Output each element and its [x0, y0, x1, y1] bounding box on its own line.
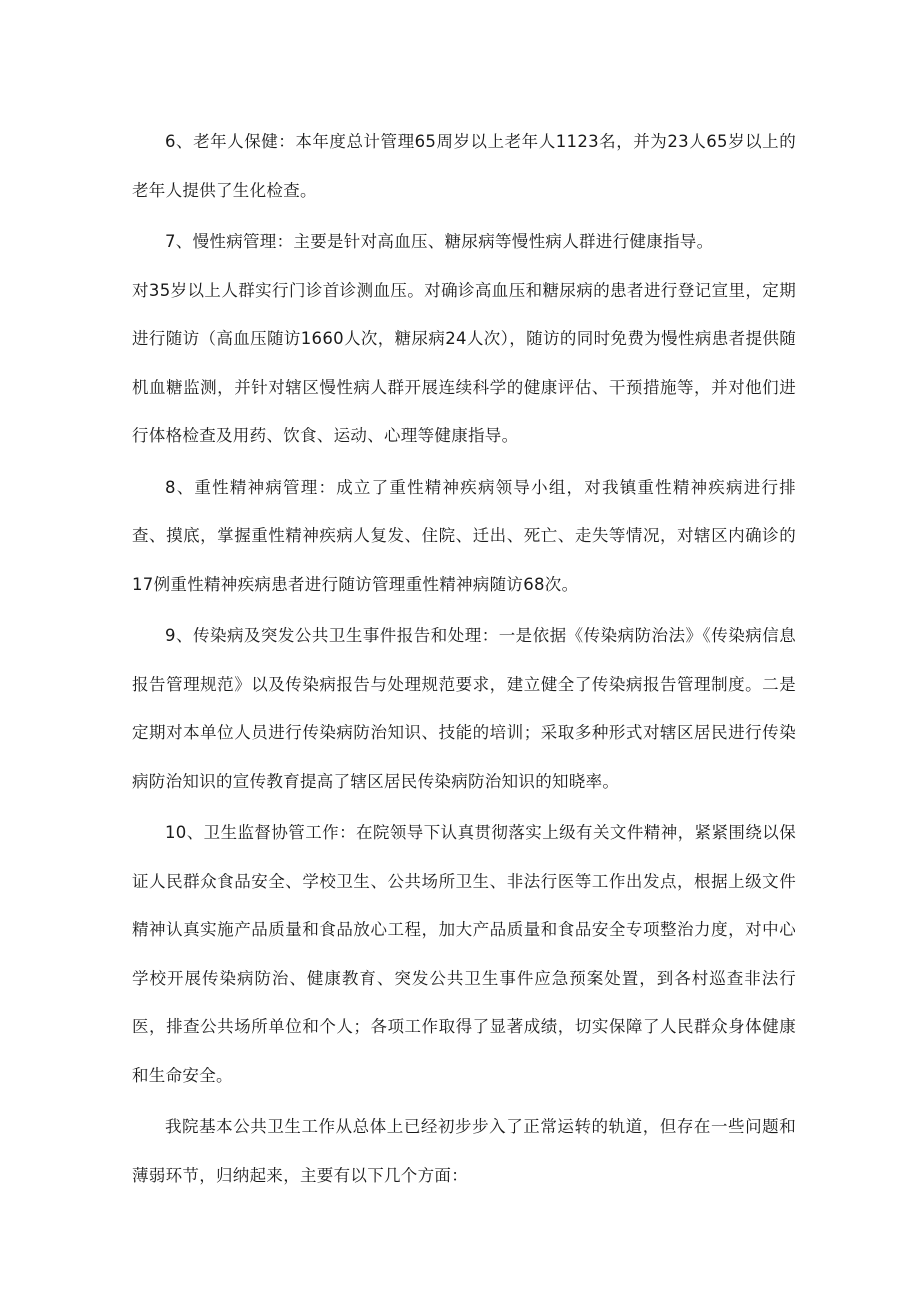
paragraph-mental-illness: 8、重性精神病管理：成立了重性精神疾病领导小组，对我镇重性精神疾病进行排查、摸底，掌握重性精神疾病人复发、住院、迁出、死亡、走失等情况，对辖区内确诊的17例重性精神疾病患者进行随访管理重性精神病随访68次。 [132, 477, 796, 594]
paragraph-elderly-care: 6、老年人保健：本年度总计管理65周岁以上老年人1123名，并为23人65岁以上的老年人提供了生化检查。 [132, 132, 796, 200]
document-body [132, 118, 796, 1200]
paragraph-summary: 我院基本公共卫生工作从总体上已经初步步入了正常运转的轨道，但存在一些问题和薄弱环节，归纳起来，主要有以下几个方面： [132, 1117, 796, 1185]
paragraph-infectious-disease: 9、传染病及突发公共卫生事件报告和处理：一是依据《传染病防治法》《传染病信息报告管理规范》以及传染病报告与处理规范要求，建立健全了传染病报告管理制度。二是定期对本单位人员进行传染病防治知识、技能的培训；采取多种形式对辖区居民进行传染病防治知识的宣传教育提高了辖区居民传染病防治知识的知晓率。 [132, 626, 796, 791]
paragraph-chronic-disease: 7、慢性病管理：主要是针对高血压、糖尿病等慢性病人群进行健康指导。 [165, 232, 714, 251]
paragraph-health-supervision: 10、卫生监督协管工作：在院领导下认真贯彻落实上级有关文件精神，紧紧围绕以保证人民群众食品安全、学校卫生、公共场所卫生、非法行医等工作出发点，根据上级文件精神认真实施产品质量和食品放心工程，加大产品质量和食品安全专项整治力度，对中心学校开展传染病防治、健康教育、突发公共卫生事件应急预案处置，到各村巡查非法行医，排查公共场所单位和个人；各项工作取得了显著成绩，切实保障了人民群众身体健康和生命安全。 [132, 823, 796, 1085]
paragraph-chronic-disease-detail: 对35岁以上人群实行门诊首诊测血压。对确诊高血压和糖尿病的患者进行登记宣里，定期进行随访（高血压随访1660人次，糖尿病24人次），随访的同时免费为慢性病患者提供随机血糖监测，并针对辖区慢性病人群开展连续科学的健康评估、干预措施等，并对他们进行体格检查及用药、饮食、运动、心理等健康指导。 [132, 280, 796, 445]
